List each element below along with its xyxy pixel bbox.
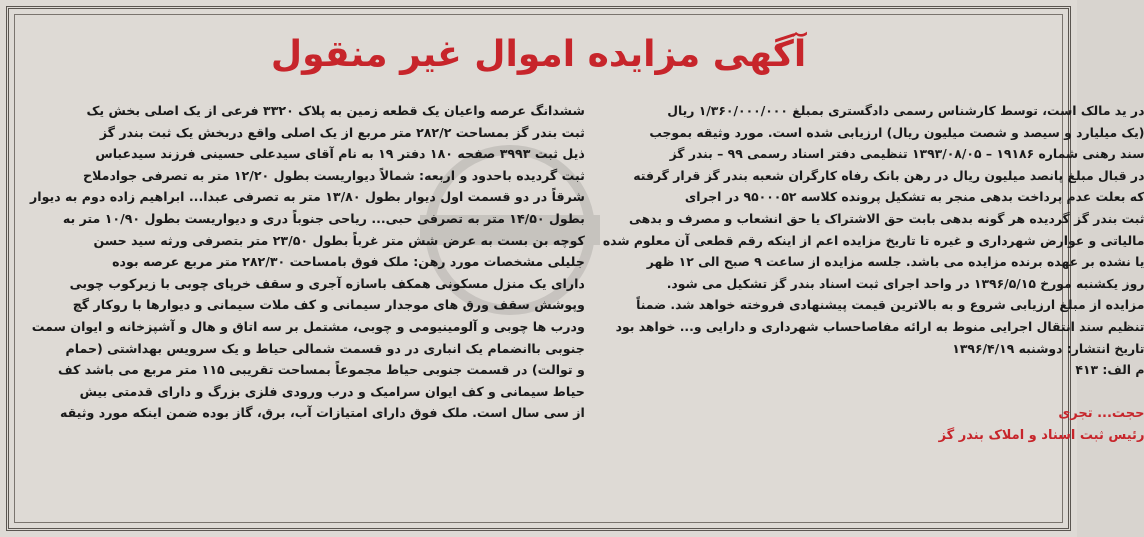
body-line: شرقاً در دو قسمت اول دیوار بطول ۱۳/۸۰ متر به تصرفی عبدا... ابراهیم زاده دوم به دیوار — [30, 189, 585, 205]
body-line: وپوشش سقف ورق های موجدار سیمانی و کف ملات سیمانی و دیوارها با روکار گچ — [72, 297, 585, 313]
body-line: یا نشده بر عهده برنده مزایده می باشد. جلسه مزایده از ساعت ۹ صبح الی ۱۲ ظهر — [646, 254, 1144, 270]
body-line: حیاط سیمانی و کف ایوان سرامیک و درب ورودی فلزی بزرگ و دارای قدمتی بیش — [79, 383, 585, 399]
ad-title: آگهی مزایده اموال غیر منقول — [270, 34, 807, 75]
body-line: روز یکشنبه مورخ ۱۳۹۶/۵/۱۵ در واحد اجرای ثبت اسناد بندر گز تشکیل می شود. — [666, 275, 1144, 291]
body-line: ششدانگ عرصه واعیان یک قطعه زمین به پلاک ۳۳۲۰ فرعی از یک اصلی بخش یک — [86, 103, 585, 118]
body-line: تنظیم سند انتقال اجرایی منوط به ارائه مفاصاحساب شهرداری و دارایی و... خواهد بود — [615, 318, 1144, 334]
ad-body — [30, 100, 1144, 517]
signature-block — [603, 403, 1144, 447]
body-line: در ید مالک است، توسط کارشناس رسمی دادگستری بمبلغ ۱/۳۶۰/۰۰۰/۰۰۰ ریال — [667, 103, 1144, 118]
signatory-role: رئیس ثبت اسناد و املاک بندر گز — [938, 427, 1144, 443]
body-line: کوچه بن بست به عرض شش متر غرباً بطول ۲۳/۵۰ متر بتصرفی ورثه سید حسن — [93, 232, 585, 248]
body-line: مزایده از مبلغ ارزیابی شروع و به بالاترین قیمت پیشنهادی فروخته خواهد شد. ضمناً — [636, 297, 1144, 313]
publish-date: تاریخ انتشار: دوشنبه ۱۳۹۶/۴/۱۹ — [952, 340, 1144, 356]
body-line: ثبت گردیده باحدود و اربعه: شمالاً دیواریست بطول ۱۲/۲۰ متر به تصرفی جوادملاح — [83, 167, 585, 183]
reference-number: م الف: ۴۱۳ — [1075, 362, 1144, 378]
signatory-name: حجت... تجری — [1058, 405, 1144, 421]
body-line: از سی سال است. ملک فوق دارای امتیازات آب، برق، گاز بوده ضمن اینکه مورد وثیقه — [59, 405, 585, 421]
body-line: بطول ۱۴/۵۰ متر به تصرفی حبی... ریاحی جنوباً دری و دیواریست بطول ۱۰/۹۰ متر به — [62, 210, 585, 226]
body-line: ثبت بندر گز گردیده هر گونه بدهی بابت حق الاشتراک یا حق انشعاب و مصرف و بدهی — [629, 210, 1144, 226]
right-column — [30, 100, 585, 517]
body-line: ودرب ها چوبی و آلومینیومی و چوبی، مشتمل بر سه اتاق و هال و آشپزخانه و ایوان سمت — [31, 318, 585, 334]
body-line: (یک میلیارد و سیصد و شصت میلیون ریال) ارزیابی شده است. مورد وثیقه بموجب — [649, 124, 1144, 140]
body-line: جنوبی باانضمام یک انباری در دو قسمت شمالی حیاط و یک سرویس بهداشتی (حمام — [65, 340, 585, 356]
body-line: ثبت بندر گز بمساحت ۲۸۲/۲ متر مربع از یک اصلی واقع دربخش یک ثبت بندر گز — [99, 124, 585, 140]
left-column — [603, 100, 1144, 517]
body-line: جلیلی مشخصات مورد رهن: ملک فوق بامساحت ۲۸۲/۳۰ متر مربع عرصه بوده — [112, 254, 585, 270]
body-line: دارای یک منزل مسکونی همکف باسازه آجری و سقف خرپای چوبی با زیرکوب چوبی — [69, 275, 585, 291]
body-line: که بعلت عدم پرداخت بدهی منجر به تشکیل پرونده کلاسه ۹۵۰۰۰۵۲ در اجرای — [684, 189, 1144, 205]
body-line: ذیل ثبت ۳۹۹۳ صفحه ۱۸۰ دفتر ۱۹ به نام آقای سیدعلی حسینی فرزند سیدعباس — [95, 146, 585, 162]
body-line: سند رهنی شماره ۱۹۱۸۶ – ۱۳۹۳/۰۸/۰۵ تنظیمی دفتر اسناد رسمی ۹۹ – بندر گز — [669, 146, 1144, 162]
body-line: در قبال مبلغ پانصد میلیون ریال در رهن بانک رفاه کارگران شعبه بندر گز قرار گرفته — [633, 167, 1144, 183]
body-line: و توالت) در قسمت جنوبی حیاط مجموعاً بمساحت تقریبی ۱۱۵ متر مربع می باشد کف — [58, 362, 585, 378]
body-line: مالیاتی و عوارض شهرداری و غیره تا تاریخ مزایده اعم از اینکه رقم قطعی آن معلوم شده — [602, 232, 1144, 248]
